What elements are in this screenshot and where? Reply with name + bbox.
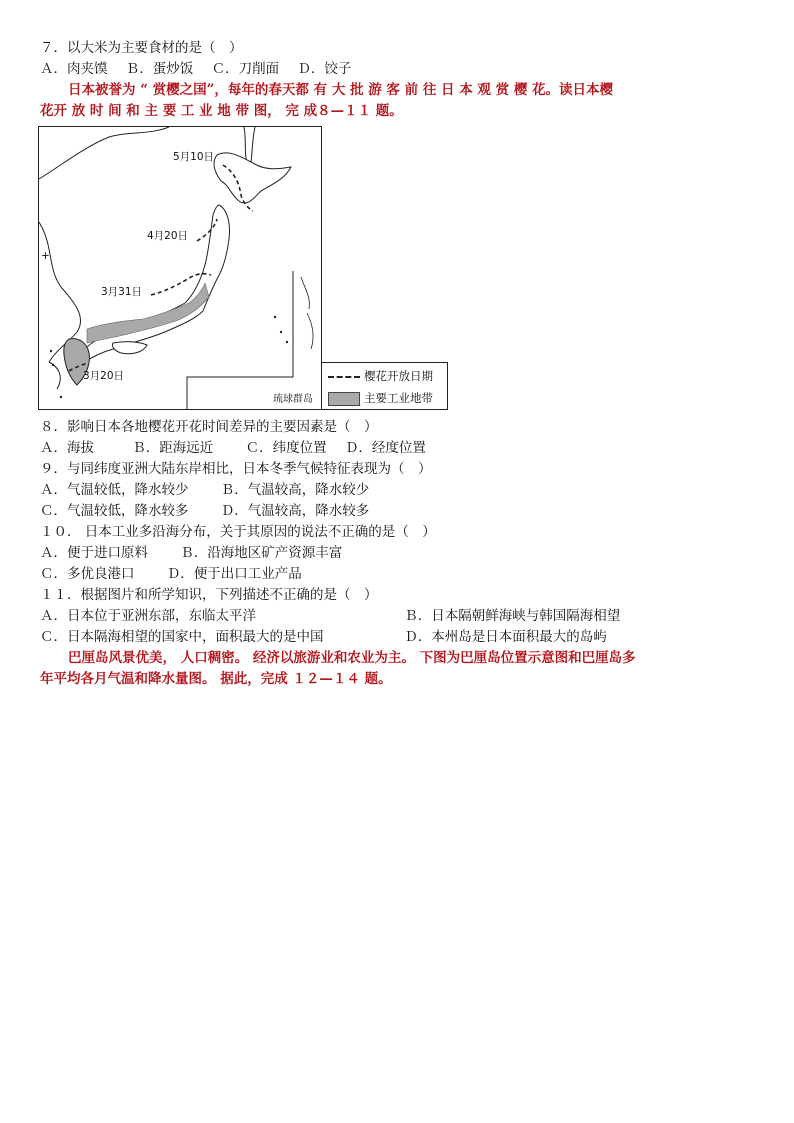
q11-options-row1 [40, 606, 620, 626]
shikoku-outline [112, 342, 147, 354]
japan-map [38, 126, 322, 410]
q10-option-b[interactable]: Ｂ．沿海地区矿产资源丰富 [180, 545, 343, 561]
q10-option-c[interactable]: Ｃ．多优良港口 [40, 566, 135, 582]
legend-row-dashed [328, 367, 433, 385]
q7-option-c[interactable]: Ｃ．刀削面 [211, 61, 280, 77]
q7-stem: ７．以大米为主要食材的是（ ） [40, 40, 243, 56]
q9-option-d[interactable]: Ｄ．气温较高，降水较多 [220, 503, 370, 519]
mainland-coast-south [49, 362, 60, 389]
q11-stem: １１．根据图片和所学知识，下列描述不正确的是（ ） [40, 587, 378, 603]
map-date-label: 3月20日 [83, 370, 125, 382]
q10-stem: １０． 日本工业多沿海分布，关于其原因的说法不正确的是（ ） [40, 524, 436, 540]
q7-options [40, 59, 351, 79]
q8-option-b[interactable]: Ｂ．距海远近 [132, 440, 214, 456]
q11-options-row2 [40, 627, 607, 647]
legend-shaded-label: 主要工业地带 [364, 391, 433, 405]
passage2-line1: 巴厘岛风景优美， 人口稠密。 经济以旅游业和农业为主。 下图为巴厘岛位置示意图和巴厘岛多 [68, 650, 636, 666]
map-edge-mark: + [41, 250, 50, 262]
q11-option-c[interactable]: Ｃ．日本隔海相望的国家中，面积最大的是中国 [40, 629, 324, 645]
q9-options-row2 [40, 501, 369, 521]
passage2-line2: 年平均各月气温和降水量图。 据此，完成 １２—１４ 题。 [40, 671, 392, 687]
q11-option-a[interactable]: Ａ．日本位于亚洲东部，东临太平洋 [40, 608, 256, 624]
island-dot [50, 350, 52, 352]
q9-stem: ９．与同纬度亚洲大陆东岸相比，日本冬季气候特征表现为（ ） [40, 461, 432, 477]
legend-dashed-label: 樱花开放日期 [364, 369, 433, 383]
q8-option-c[interactable]: Ｃ．纬度位置 [245, 440, 327, 456]
legend-row-shaded [328, 389, 433, 407]
q9-option-b[interactable]: Ｂ．气温较高，降水较少 [220, 482, 370, 498]
q9-options-row1 [40, 480, 369, 500]
shaded-swatch-icon [328, 392, 360, 406]
dashed-line-icon [328, 376, 360, 378]
q7-option-b[interactable]: Ｂ．蛋炒饭 [125, 61, 194, 77]
map-date-label: 5月10日 [173, 151, 215, 163]
ryukyu-label: 琉球群岛 [273, 394, 313, 405]
q7-option-a[interactable]: Ａ．肉夹馍 [40, 61, 108, 77]
q10-options-row2 [40, 564, 302, 584]
q8-option-a[interactable]: Ａ．海拔 [40, 440, 94, 456]
q7-option-d[interactable]: Ｄ．饺子 [297, 61, 352, 77]
mainland-coast-north [39, 127, 169, 179]
island-dot [52, 364, 54, 366]
q10-options-row1 [40, 543, 342, 563]
q11-option-b[interactable]: Ｂ．日本隔朝鲜海峡与韩国隔海相望 [404, 608, 621, 624]
hokkaido-outline [214, 153, 291, 203]
map-date-label: 4月20日 [147, 230, 189, 242]
q11-option-d[interactable]: Ｄ．本州岛是日本面积最大的岛屿 [404, 629, 607, 645]
q8-stem: ８．影响日本各地樱花开花时间差异的主要因素是（ ） [40, 419, 378, 435]
q8-options [40, 438, 426, 458]
island-dot [280, 331, 282, 333]
ryukyu-islands [301, 277, 313, 349]
q9-option-c[interactable]: Ｃ．气温较低，降水较多 [40, 503, 189, 519]
q8-option-d[interactable]: Ｄ．经度位置 [344, 440, 426, 456]
q9-option-a[interactable]: Ａ．气温较低，降水较少 [40, 482, 189, 498]
map-legend [321, 362, 448, 410]
q10-option-d[interactable]: Ｄ．便于出口工业产品 [166, 566, 302, 582]
japan-map-svg [39, 127, 321, 409]
passage1-line2: 花开 放 时 间 和 主 要 工 业 地 带 图， 完 成８—１１ 题。 [40, 103, 403, 119]
passage1-line1: 日本被誉为 “ 赏樱之国”，每年的春天都 有 大 批 游 客 前 往 日 本 观 赏 樱 花。读日本樱 [68, 82, 614, 98]
island-dot [274, 316, 276, 318]
map-date-label: 3月31日 [101, 286, 143, 298]
q10-option-a[interactable]: Ａ．便于进口原料 [40, 545, 148, 561]
island-dot [286, 341, 288, 343]
island-dot [60, 396, 62, 398]
